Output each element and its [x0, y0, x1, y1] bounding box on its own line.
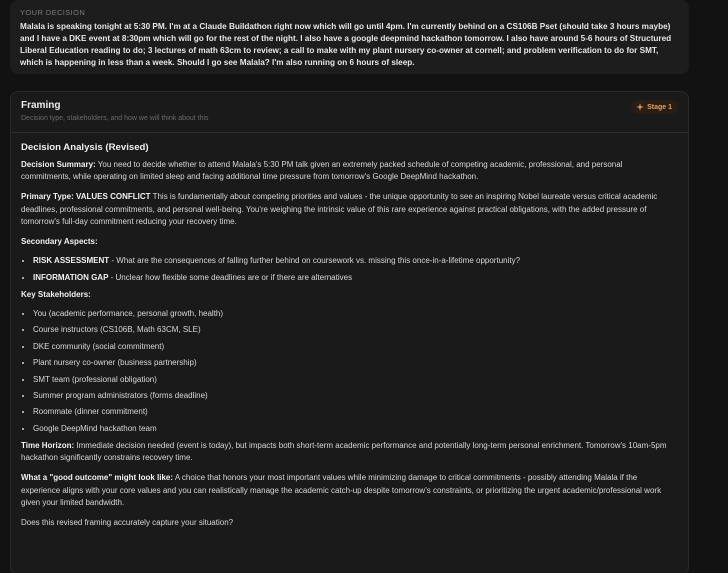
list-item: • Course instructors (CS106B, Math 63CM, SLE) [33, 324, 671, 336]
secondary-item-label: INFORMATION GAP [33, 272, 109, 282]
stakeholders-heading: Key Stakeholders: [21, 289, 91, 299]
time-horizon [21, 440, 671, 464]
framing-header [11, 92, 688, 133]
primary-label: Primary Type: VALUES CONFLICT [21, 192, 151, 202]
stage-badge [631, 100, 678, 114]
list-item: • DKE community (social commitment) [33, 341, 671, 353]
list-item: • Roommate (dinner commitment) [33, 406, 671, 418]
outcome-text: A choice that honors your most important values while minimizing damage to critical commitments - possibly attending Malala if the experience aligns with your core values and you can realistically manage the academic catch-up despite tomorrow's constraints, or prioritizing the urgent academic/professional work given your limited bandwidth. [21, 473, 662, 507]
stage-badge-label: Stage 1 [647, 103, 672, 111]
secondary-item-text: - Unclear how flexible some deadlines are or if there are alternatives [108, 272, 353, 282]
secondary-heading: Secondary Aspects: [21, 237, 98, 247]
list-item: • Google DeepMind hackathon team [33, 423, 671, 435]
outcome-label: What a "good outcome" might look like: [21, 473, 174, 483]
list-item [33, 272, 671, 284]
sparkle-icon [636, 103, 644, 111]
primary-text: This is fundamentally about competing priorities and values - the unique opportunity to see an inspiring Nobel laureate versus critical academic deadlines, professional commitments, and personal well-being. You're weighing the intrinsic value of this rare experience against practical obligations, with the added pressure of tomorrow's full-day commitment reducing your recovery time. [21, 192, 658, 226]
decision-summary [21, 159, 671, 183]
good-outcome [21, 472, 671, 509]
list-item: • SMT team (professional obligation) [33, 374, 671, 386]
horizon-label: Time Horizon: [21, 440, 75, 450]
closing-question: Does this revised framing accurately capture your situation? [21, 517, 234, 527]
horizon-text: Immediate decision needed (event is today), but impacts both short-term academic performance and potentially long-term personal enrichment. Tomorrow's 10am-5pm hackathon significantly constrains recovery time. [21, 440, 667, 463]
list-item [33, 255, 671, 267]
list-item: • You (academic performance, personal growth, health) [33, 308, 671, 320]
stakeholders-list [21, 308, 671, 435]
secondary-item-text: - What are the consequences of falling further behind on coursework vs. missing this once-in-a-lifetime opportunity? [109, 256, 521, 266]
summary-label: Decision Summary: [21, 160, 96, 169]
secondary-item-label: RISK ASSESSMENT [33, 256, 110, 266]
primary-type [21, 191, 671, 228]
analysis-content [21, 141, 671, 537]
list-item: • Summer program administrators (forms deadline) [33, 390, 671, 402]
analysis-heading: Decision Analysis (Revised) [21, 142, 149, 153]
framing-subtitle: Decision type, stakeholders, and how we will think about this [21, 115, 209, 122]
decision-text: Malala is speaking tonight at 5:30 PM. I'm at a Claude Buildathon right now which will go until 4pm. I'm currently behind on a CS106B Pset (should take 3 hours maybe) and I have a DKE event at 8:30pm which will go for the rest of the night. I also have a google deepmind hackathon tomorrow. I also have around 5-6 hours of Structured Liberal Education reading to do; 3 lectures of math 63cm to review; a call to make with my plant nursery co-owner at cornell; and problem verification to do for SMT, which is happening in less than a week. Should I go see Malala? I'm also running on 6 hours of sleep. [20, 22, 672, 67]
decision-label: YOUR DECISION [20, 8, 86, 17]
decision-card [10, 0, 689, 74]
framing-card [10, 91, 689, 573]
framing-title: Framing [21, 100, 61, 111]
list-item: • Plant nursery co-owner (business partnership) [33, 357, 671, 369]
summary-text: You need to decide whether to attend Malala's 5:30 PM talk given an extremely packed schedule of competing academic, professional, and personal commitments, while operating on limited sleep and facing additional time pressure from tomorrow's Google DeepMind hackathon. [21, 160, 623, 182]
secondary-list [21, 255, 671, 284]
